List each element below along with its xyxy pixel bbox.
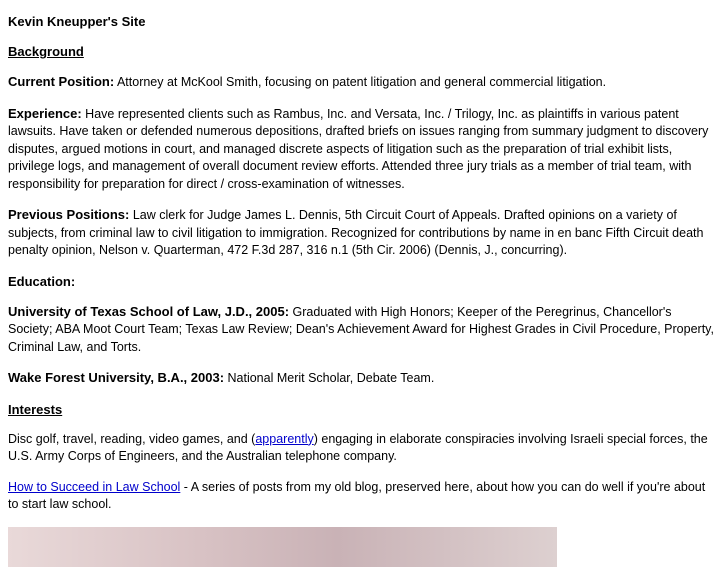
current-position-text: Attorney at McKool Smith, focusing on patent litigation and general commercial litigation. (114, 75, 607, 89)
wfu-paragraph (8, 369, 719, 388)
background-heading: Background (8, 44, 84, 59)
experience-paragraph (8, 105, 719, 194)
site-title: Kevin Kneupper's Site (8, 14, 146, 29)
ut-text: Graduated with High Honors; Keeper of the Peregrinus, Chancellor's Society; ABA Moot Court Team; Texas Law Review; Dean's Achievement Award for Highest Grades in Civil Procedure, Property, Criminal Law, and Torts. (8, 304, 714, 354)
interests-text-before: Disc golf, travel, reading, video games, and ( (8, 431, 256, 446)
education-heading: Education: (8, 273, 76, 289)
law-school-text: - A series of posts from my old blog, preserved here, about how you can do well if you're about to start law school. (8, 479, 706, 511)
wfu-label: Wake Forest University, B.A., 2003: (8, 370, 225, 385)
interests-text-after: ) engaging in elaborate conspiracies involving Israeli special forces, the U.S. Army Corps of Engineers, and the Australian telephone company. (8, 431, 708, 463)
interests-paragraph (8, 431, 719, 466)
experience-label: Experience: (8, 105, 82, 121)
current-position-paragraph (8, 73, 719, 92)
law-school-link[interactable]: How to Succeed in Law School (8, 479, 181, 494)
photo (8, 527, 557, 567)
previous-positions-label: Previous Positions: (8, 207, 130, 222)
ut-label: University of Texas School of Law, J.D., 2005: (8, 303, 290, 319)
law-school-paragraph (8, 479, 719, 514)
ut-paragraph (8, 303, 719, 357)
previous-positions-text: Law clerk for Judge James L. Dennis, 5th Circuit Court of Appeals. Drafted opinions on a variety of subjects, from criminal law to civil litigation to immigration. Recognized for contributions by name in en banc Fifth Circuit death penalty opinion, Nelson v. Quarterman, 472 F.3d 287, 316 n.1 (5th Cir. 2006) (Dennis, J., concurring). (8, 208, 704, 257)
apparently-link[interactable]: apparently (255, 431, 314, 446)
current-position-label: Current Position: (8, 74, 115, 89)
interests-heading: Interests (8, 401, 63, 417)
previous-positions-paragraph (8, 206, 719, 260)
wfu-text: National Merit Scholar, Debate Team. (224, 371, 435, 385)
experience-text: Have represented clients such as Rambus, Inc. and Versata, Inc. / Trilogy, Inc. as plaintiffs in various patent lawsuits. Have taken or defended numerous depositions, drafted briefs on issues ranging from summary judgment to discovery disputes, argued motions in court, and managed discrete aspects of litigation such as the preparation of trial exhibit lists, privilege logs, and management of overall document review efforts. Attended three jury trials as a member of trial team, with responsibility for preparation for direct / cross-examination of witnesses. (8, 106, 709, 191)
